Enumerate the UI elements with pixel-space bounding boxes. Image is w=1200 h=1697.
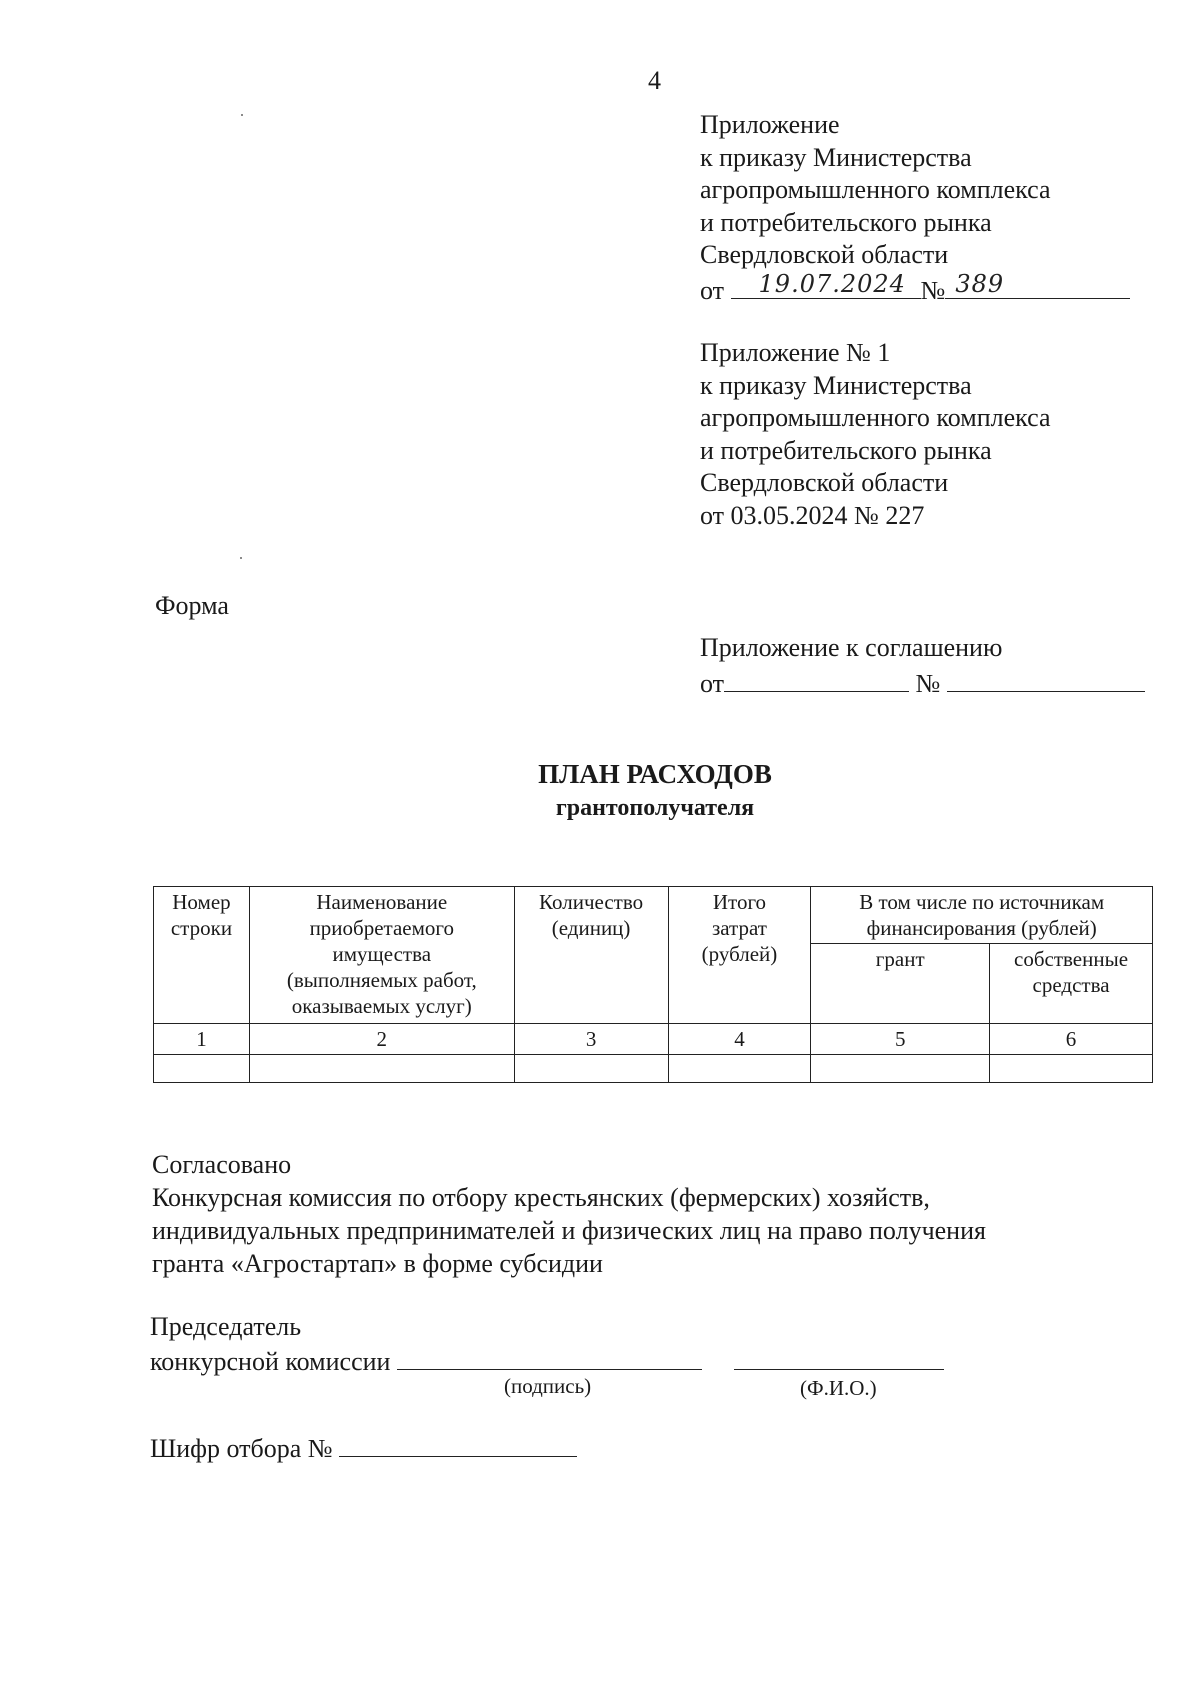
appendix-line: к приказу Министерства — [700, 370, 972, 400]
agreed-label: Согласовано — [152, 1150, 292, 1179]
column-number-row — [154, 1024, 1153, 1055]
appendix-line: к приказу Министерства — [700, 142, 972, 172]
agreement-appendix — [700, 632, 1145, 700]
column-number: 6 — [990, 1024, 1153, 1055]
appendix-line: агропромышленного комплекса — [700, 403, 1051, 432]
appendix-line: Свердловской области — [700, 468, 949, 497]
form-label: Форма — [155, 591, 229, 620]
header-text: имущества — [332, 942, 432, 966]
header-text: оказываемых услуг) — [291, 994, 472, 1018]
column-number: 3 — [514, 1024, 668, 1055]
agreed-line: гранта «Агростартап» в форме субсидии — [152, 1249, 603, 1278]
document-title: ПЛАН РАСХОДОВ — [538, 759, 772, 789]
agreed-line: индивидуальных предпринимателей и физических лиц на право получения — [152, 1216, 986, 1245]
empty-cell — [990, 1055, 1153, 1083]
header-text: затрат — [711, 916, 767, 940]
appendix-line: Свердловской области — [700, 240, 949, 269]
chairman-title: Председатель — [150, 1312, 302, 1341]
selection-code — [150, 1430, 577, 1464]
commission-label: конкурсной комиссии — [150, 1347, 391, 1376]
chairman-signature-line — [150, 1343, 944, 1378]
table-row — [154, 1055, 1153, 1083]
date-field — [731, 269, 921, 299]
appendix-block-2 — [700, 337, 1051, 532]
header-row-number — [154, 887, 250, 1024]
agreement-title: Приложение к соглашению — [700, 633, 1003, 662]
selection-code-field — [339, 1430, 577, 1457]
selection-code-label: Шифр отбора № — [150, 1434, 333, 1463]
header-text: собственные — [1014, 947, 1129, 971]
header-text: В том числе по источникам — [859, 890, 1105, 914]
empty-cell — [514, 1055, 668, 1083]
header-text: Номер — [172, 890, 231, 914]
appendix-line: агропромышленного комплекса — [700, 175, 1051, 204]
appendix-block-1 — [700, 109, 1130, 307]
appendix-date-line — [700, 269, 1130, 308]
date-prefix: от — [700, 275, 725, 305]
agreement-number-field — [947, 665, 1145, 692]
full-name-field — [734, 1343, 944, 1370]
header-text: средства — [1032, 973, 1110, 997]
appendix-line: Приложение № 1 — [700, 338, 891, 367]
column-number: 1 — [154, 1024, 250, 1055]
scan-speck — [240, 557, 242, 559]
header-own-funds — [990, 944, 1153, 1024]
header-text: Итого — [712, 890, 767, 914]
column-number: 4 — [668, 1024, 811, 1055]
number-prefix: № — [920, 275, 946, 305]
signature-field — [397, 1343, 702, 1370]
signature-caption: (подпись) — [504, 1374, 592, 1398]
handwritten-date: 19.07.2024 — [758, 269, 906, 298]
scan-speck — [241, 114, 243, 116]
expense-plan-table — [153, 886, 1153, 1083]
name-caption: (Ф.И.О.) — [800, 1376, 877, 1400]
header-sources — [811, 887, 1153, 944]
header-text: приобретаемого — [309, 916, 454, 940]
empty-cell — [668, 1055, 811, 1083]
agreed-line: Конкурсная комиссия по отбору крестьянских (фермерских) хозяйств, — [152, 1183, 930, 1212]
agreement-date-field — [724, 665, 909, 692]
header-text: (единиц) — [551, 916, 631, 940]
appendix-line: от 03.05.2024 № 227 — [700, 500, 925, 530]
header-text: Наименование — [316, 890, 448, 914]
header-text: (рублей) — [701, 942, 778, 966]
header-text: (выполняемых работ, — [286, 968, 477, 992]
chairman-block — [150, 1310, 944, 1378]
column-number: 5 — [811, 1024, 990, 1055]
column-number: 2 — [249, 1024, 514, 1055]
number-prefix: № — [915, 668, 941, 698]
agreed-block — [152, 1148, 986, 1280]
document-subtitle: грантополучателя — [555, 795, 755, 821]
handwritten-number: 389 — [955, 269, 1005, 298]
header-text: строки — [170, 916, 233, 940]
appendix-line: Приложение — [700, 110, 840, 139]
appendix-line: и потребительского рынка — [700, 207, 992, 237]
empty-cell — [154, 1055, 250, 1083]
appendix-line: и потребительского рынка — [700, 435, 992, 465]
empty-cell — [811, 1055, 990, 1083]
date-prefix: от — [700, 668, 725, 698]
header-grant: грант — [811, 944, 990, 1024]
number-field — [945, 269, 1130, 299]
header-text: Количество — [539, 890, 644, 914]
header-text: финансирования (рублей) — [866, 916, 1097, 940]
agreement-date-line — [700, 665, 1145, 701]
header-name — [249, 887, 514, 1024]
empty-cell — [249, 1055, 514, 1083]
header-total — [668, 887, 811, 1024]
header-quantity — [514, 887, 668, 1024]
page-number: 4 — [648, 66, 661, 95]
